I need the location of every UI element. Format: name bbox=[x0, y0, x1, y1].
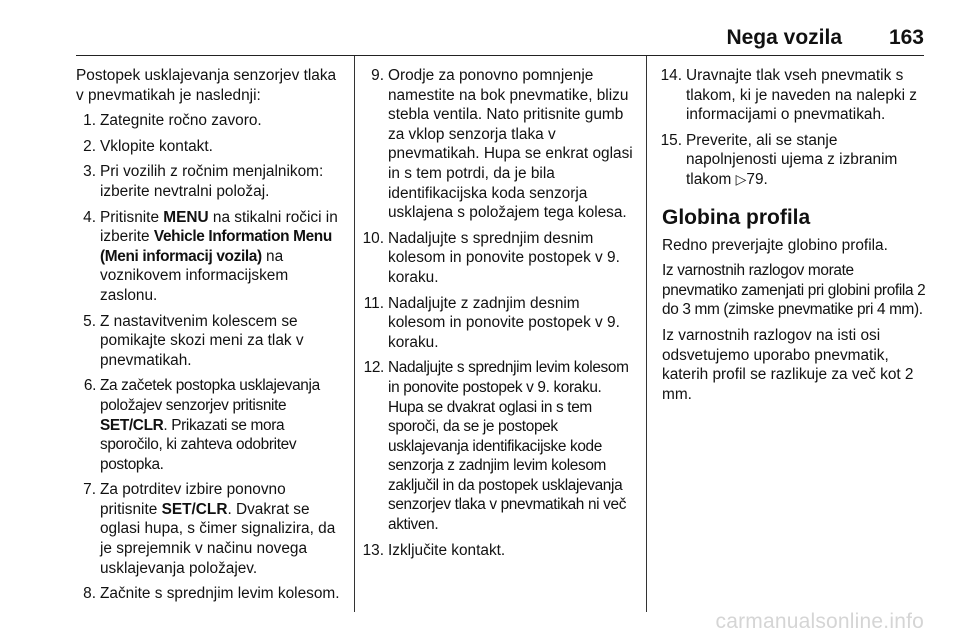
list-item: 8. Začnite s sprednjim levim kolesom. bbox=[83, 585, 340, 603]
page-reference[interactable]: 79. bbox=[746, 170, 768, 188]
list-item: 12. Nadaljujte s sprednjim levim kolesom in ponovite postopek v 9. koraku. Hupa se dvakrat oglasi in s tem sporoči, da se je postopek usklajevanja identifikacijske kode senzorja z zadnjim levim kolesom zaključil in da postopek usklajevanja senzorjev tlaka v pnevmatikah ni več aktiven. bbox=[363, 359, 629, 534]
page-header bbox=[76, 26, 924, 56]
bold-term: SET/CLR bbox=[100, 416, 164, 434]
body-paragraph: Iz varnostnih razlogov na isti osi odsvetujemo uporabo pnevmatik, katerih profil se razlikuje za več kot 2 mm. bbox=[662, 326, 914, 403]
list-item: 7. Za potrditev izbire ponovno pritisnite SET/CLR. Dvakrat se oglasi hupa, s čimer signalizira, da je sprejemnik v načinu novega usklajevanja položajev. bbox=[83, 481, 336, 577]
section-heading: Globina profila bbox=[662, 205, 811, 229]
list-item: 2. Vklopite kontakt. bbox=[83, 137, 213, 155]
list-item: 11. Nadaljujte z zadnjim desnim kolesom in ponovite postopek v 9. koraku. bbox=[363, 294, 620, 351]
column-1 bbox=[76, 66, 346, 610]
list-item: 3. Pri vozilih z ročnim menjalnikom: izberite nevtralni položaj. bbox=[83, 163, 324, 200]
body-paragraph: Iz varnostnih razlogov morate pnevmatiko zamenjati pri globini profila 2 do 3 mm (zimske pnevmatike pri 4 mm). bbox=[662, 262, 926, 319]
list-item: 15. Preverite, ali se stanje napolnjenosti ujema z izbranim tlakom ▷79. bbox=[660, 131, 898, 188]
column-2 bbox=[364, 66, 634, 566]
header-rule bbox=[76, 55, 924, 56]
page-reference-icon: ▷ bbox=[735, 170, 747, 187]
page-number: 163 bbox=[888, 26, 924, 49]
bold-term: SET/CLR bbox=[161, 500, 228, 518]
column-divider-2 bbox=[646, 56, 647, 612]
list-item: 9. Orodje za ponovno pomnjenje namestite na bok pnevmatike, blizu stebla ventila. Nato pritisnite gumb za vklop senzorja tlaka v pnevmatikah. Hupa se enkrat oglasi in s tem potrdi, da je bila identifikacijska koda senzorja usklajena s položajem tega kolesa. bbox=[371, 67, 633, 222]
bold-term: Vehicle Information Menu (Meni informacij vozila) bbox=[100, 228, 332, 265]
list-item: 10. Nadaljujte s sprednjim desnim kolesom in ponovite postopek v 9. koraku. bbox=[362, 229, 620, 286]
list-item: 4. Pritisnite MENU na stikalni ročici in izberite Vehicle Information Menu (Meni informacij vozila) na voznikovem informacijskem zaslonu. bbox=[83, 208, 338, 304]
column-3 bbox=[662, 66, 928, 410]
list-item: 1. Zategnite ročno zavoro. bbox=[83, 112, 262, 130]
body-paragraph: Redno preverjajte globino profila. bbox=[662, 236, 888, 254]
list-item: 5. Z nastavitvenim kolescem se pomikajte skozi meni za tlak v pnevmatikah. bbox=[83, 312, 304, 369]
list-item: 13. Izključite kontakt. bbox=[362, 541, 506, 559]
chapter-title: Nega vozila bbox=[726, 26, 842, 49]
intro-text: Postopek usklajevanja senzorjev tlaka v pnevmatikah je naslednji: bbox=[76, 67, 337, 104]
bold-term: MENU bbox=[163, 208, 209, 226]
column-divider-1 bbox=[354, 56, 355, 612]
list-item: 6. Za začetek postopka usklajevanja položajev senzorjev pritisnite SET/CLR. Prikazati se mora sporočilo, ki zahteva odobritev postopka. bbox=[83, 377, 320, 473]
list-item: 14. Uravnajte tlak vseh pnevmatik s tlakom, ki je naveden na nalepki z informacijami o pnevmatikah. bbox=[660, 67, 917, 124]
watermark: carmanualsonline.info bbox=[715, 610, 924, 633]
